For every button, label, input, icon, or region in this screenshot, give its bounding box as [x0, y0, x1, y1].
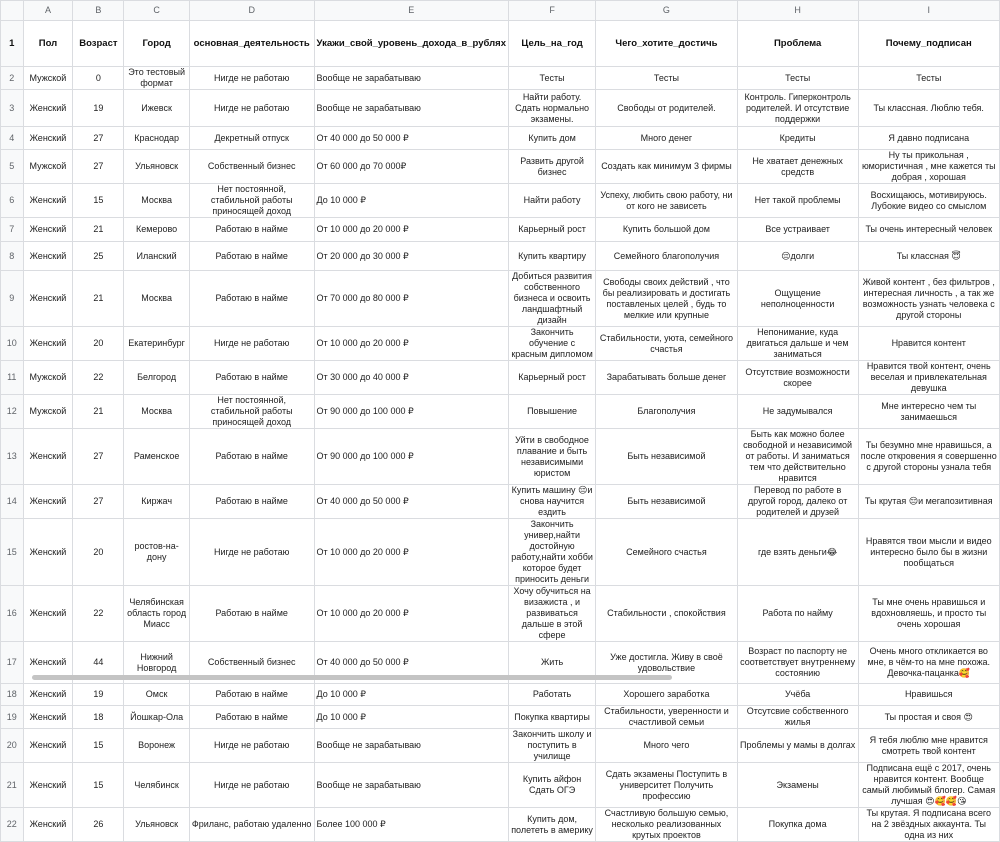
cell-i[interactable]: Нравишься — [858, 684, 1000, 706]
cell-c[interactable]: Раменское — [124, 429, 189, 485]
table-row — [1, 242, 1000, 271]
cell-i[interactable]: Нравится твой контент, очень веселая и привлекательная девушка — [858, 361, 1000, 395]
cell-a[interactable]: Мужской — [23, 361, 73, 395]
cell-a[interactable]: Женский — [23, 485, 73, 519]
cell-a[interactable]: Женский — [23, 242, 73, 271]
cell-i[interactable]: Я тебя люблю мне нравится смотреть твой контент — [858, 729, 1000, 763]
table-row — [1, 808, 1000, 842]
cell-b[interactable]: 26 — [73, 808, 124, 842]
table-row — [1, 90, 1000, 127]
header-data-row — [1, 21, 1000, 67]
cell-h[interactable]: Отсутствие возможности скорее — [737, 361, 858, 395]
cell-d[interactable]: Нигде не работаю — [189, 90, 314, 127]
column-header-g[interactable]: G — [596, 1, 738, 21]
row-number[interactable]: 21 — [1, 763, 24, 808]
cell-i[interactable]: Нравится контент — [858, 327, 1000, 361]
cell-b[interactable]: 27 — [73, 150, 124, 184]
cell-c[interactable]: Белгород — [124, 361, 189, 395]
cell-e[interactable]: От 90 000 до 100 000 ₽ — [314, 395, 509, 429]
cell-c[interactable]: Это тестовый формат — [124, 67, 189, 90]
cell-g[interactable]: Свободы от родителей. — [596, 90, 738, 127]
column-header-h[interactable]: H — [737, 1, 858, 21]
row-number[interactable]: 1 — [1, 21, 24, 67]
cell-a[interactable]: Женский — [23, 271, 73, 327]
cell-b[interactable]: Возраст — [73, 21, 124, 67]
cell-h[interactable]: Непонимание, куда двигаться дальше и чем заниматься — [737, 327, 858, 361]
cell-b[interactable]: 21 — [73, 395, 124, 429]
cell-g[interactable]: Быть независимой — [596, 429, 738, 485]
cell-g[interactable]: Быть независимой — [596, 485, 738, 519]
cell-e[interactable]: До 10 000 ₽ — [314, 706, 509, 729]
cell-a[interactable]: Женский — [23, 706, 73, 729]
cell-c[interactable]: Москва — [124, 184, 189, 218]
cell-f[interactable]: Купить квартиру — [509, 242, 596, 271]
cell-d[interactable]: Декретный отпуск — [189, 127, 314, 150]
table-row — [1, 586, 1000, 642]
cell-f[interactable]: Добиться развития собственного бизнеса и освоить ландшафтный дизайн — [509, 271, 596, 327]
row-number[interactable]: 10 — [1, 327, 24, 361]
cell-f[interactable]: Развить другой бизнес — [509, 150, 596, 184]
cell-h[interactable]: Все устраивает — [737, 218, 858, 242]
cell-h[interactable]: Быть как можно более свободной и независимой от работы. И заниматься тем что действительно нравится — [737, 429, 858, 485]
cell-d[interactable]: Собственный бизнес — [189, 150, 314, 184]
table-row — [1, 327, 1000, 361]
row-number[interactable]: 3 — [1, 90, 24, 127]
cell-g[interactable]: Тесты — [596, 67, 738, 90]
cell-e[interactable]: От 10 000 до 20 000 ₽ — [314, 218, 509, 242]
cell-g[interactable]: Зарабатывать больше денег — [596, 361, 738, 395]
cell-g[interactable]: Чего_хотите_достичь — [596, 21, 738, 67]
cell-d[interactable]: Фриланс, работаю удаленно — [189, 808, 314, 842]
cell-e[interactable]: От 70 000 до 80 000 ₽ — [314, 271, 509, 327]
cell-e[interactable]: От 40 000 до 50 000 ₽ — [314, 642, 509, 684]
row-number[interactable]: 22 — [1, 808, 24, 842]
cell-b[interactable]: 21 — [73, 271, 124, 327]
cell-h[interactable]: Экзамены — [737, 763, 858, 808]
cell-i[interactable]: Тесты — [858, 67, 1000, 90]
cell-f[interactable]: Покупка квартиры — [509, 706, 596, 729]
cell-e[interactable]: От 40 000 до 50 000 ₽ — [314, 485, 509, 519]
cell-b[interactable]: 19 — [73, 90, 124, 127]
cell-d[interactable]: Нигде не работаю — [189, 729, 314, 763]
cell-a[interactable]: Женский — [23, 808, 73, 842]
cell-f[interactable]: Закончить универ,найти достойную работу,найти хобби которое будет приносить деньги — [509, 519, 596, 586]
cell-h[interactable]: Проблемы у мамы в долгах — [737, 729, 858, 763]
cell-e[interactable]: Укажи_свой_уровень_дохода_в_рублях — [314, 21, 509, 67]
cell-i[interactable]: Ты безумно мне нравишься, а после откровения я совершенно с другой стороны узнала тебя — [858, 429, 1000, 485]
table-row — [1, 271, 1000, 327]
cell-e[interactable]: От 30 000 до 40 000 ₽ — [314, 361, 509, 395]
cell-d[interactable]: Работаю в найме — [189, 271, 314, 327]
cell-c[interactable]: Челябинск — [124, 763, 189, 808]
cell-i[interactable]: Живой контент , без фильтров , интересная личность , а так же возможность узнать человека с другой стороны — [858, 271, 1000, 327]
cell-h[interactable]: Учёба — [737, 684, 858, 706]
cell-c[interactable]: Краснодар — [124, 127, 189, 150]
cell-d[interactable]: Работаю в найме — [189, 429, 314, 485]
cell-c[interactable]: Ижевск — [124, 90, 189, 127]
column-header-f[interactable]: F — [509, 1, 596, 21]
cell-f[interactable]: Повышение — [509, 395, 596, 429]
row-number[interactable]: 15 — [1, 519, 24, 586]
cell-g[interactable]: Семейного благополучия — [596, 242, 738, 271]
cell-d[interactable]: Нет постоянной, стабильной работы приносящей доход — [189, 395, 314, 429]
cell-e[interactable]: От 10 000 до 20 000 ₽ — [314, 519, 509, 586]
cell-h[interactable]: Тесты — [737, 67, 858, 90]
cell-i[interactable]: Нравятся твои мысли и видео интересно было бы в жизни пообщаться — [858, 519, 1000, 586]
cell-h[interactable]: где взять деньги😂 — [737, 519, 858, 586]
cell-i[interactable]: Мне интересно чем ты занимаешься — [858, 395, 1000, 429]
cell-g[interactable]: Семейного счастья — [596, 519, 738, 586]
table-row — [1, 361, 1000, 395]
cell-a[interactable]: Мужской — [23, 395, 73, 429]
cell-i[interactable]: Подписана ещё с 2017, очень нравится контент. Вообще самый любимый блогер. Самая лучшая 😍🥰🥰😘 — [858, 763, 1000, 808]
cell-i[interactable]: Очень много откликается во мне, в чём-то на мне похожа. Девочка-пацанка🥰 — [858, 642, 1000, 684]
cell-b[interactable]: 25 — [73, 242, 124, 271]
cell-e[interactable]: От 20 000 до 30 000 ₽ — [314, 242, 509, 271]
cell-h[interactable]: Не хватает денежных средств — [737, 150, 858, 184]
cell-a[interactable]: Женский — [23, 763, 73, 808]
row-number[interactable]: 20 — [1, 729, 24, 763]
cell-d[interactable]: Нигде не работаю — [189, 67, 314, 90]
cell-i[interactable]: Ты крутая. Я подписана всего на 2 звёздных аккаунта. Ты одна из них — [858, 808, 1000, 842]
row-number[interactable]: 4 — [1, 127, 24, 150]
row-number[interactable]: 6 — [1, 184, 24, 218]
cell-c[interactable]: Москва — [124, 395, 189, 429]
cell-a[interactable]: Женский — [23, 184, 73, 218]
cell-a[interactable]: Женский — [23, 218, 73, 242]
column-header-i[interactable]: I — [858, 1, 1000, 21]
row-number[interactable]: 5 — [1, 150, 24, 184]
column-header-a[interactable]: A — [23, 1, 73, 21]
table-row — [1, 706, 1000, 729]
cell-g[interactable]: Уже достигла. Живу в своё удовольствие — [596, 642, 738, 684]
cell-c[interactable]: Москва — [124, 271, 189, 327]
cell-h[interactable]: Проблема — [737, 21, 858, 67]
cell-h[interactable]: Покупка дома — [737, 808, 858, 842]
table-row — [1, 684, 1000, 706]
cell-f[interactable]: Найти работу — [509, 184, 596, 218]
cell-b[interactable]: 22 — [73, 361, 124, 395]
cell-i[interactable]: Ты очень интересный человек — [858, 218, 1000, 242]
cell-h[interactable]: Ощущение неполноценности — [737, 271, 858, 327]
column-header-e[interactable]: E — [314, 1, 509, 21]
cell-f[interactable]: Хочу обучиться на визажиста , и развиваться дальше в этой сфере — [509, 586, 596, 642]
cell-b[interactable]: 19 — [73, 684, 124, 706]
cell-d[interactable]: основная_деятельность — [189, 21, 314, 67]
cell-g[interactable]: Стабильности , спокойствия — [596, 586, 738, 642]
cell-i[interactable]: Ты мне очень нравишься и вдохновляешь, и просто ты очень хорошая — [858, 586, 1000, 642]
cell-f[interactable]: Купить машину 😔и снова научится ездить — [509, 485, 596, 519]
cell-g[interactable]: Стабильности, уюта, семейного счастья — [596, 327, 738, 361]
cell-e[interactable]: Вообще не зарабатываю — [314, 763, 509, 808]
cell-d[interactable]: Собственный бизнес — [189, 642, 314, 684]
cell-i[interactable]: Ну ты прикольная , юмористичная , мне кажется ты добрая , хорошая — [858, 150, 1000, 184]
cell-d[interactable]: Нигде не работаю — [189, 763, 314, 808]
cell-d[interactable]: Работаю в найме — [189, 218, 314, 242]
cell-e[interactable]: От 90 000 до 100 000 ₽ — [314, 429, 509, 485]
cell-g[interactable]: Хорошего заработка — [596, 684, 738, 706]
cell-g[interactable]: Успеху, любить свою работу, ни от кого не зависеть — [596, 184, 738, 218]
cell-e[interactable]: От 60 000 до 70 000₽ — [314, 150, 509, 184]
table-row — [1, 218, 1000, 242]
cell-a[interactable]: Мужской — [23, 67, 73, 90]
cell-i[interactable]: Почему_подписан — [858, 21, 1000, 67]
table-row — [1, 67, 1000, 90]
cell-b[interactable]: 18 — [73, 706, 124, 729]
cell-i[interactable]: Ты простая и своя 😍 — [858, 706, 1000, 729]
cell-h[interactable]: 😔долги — [737, 242, 858, 271]
cell-g[interactable]: Купить большой дом — [596, 218, 738, 242]
cell-f[interactable]: Работать — [509, 684, 596, 706]
cell-g[interactable]: Свободы своих действий , что бы реализировать и достигать поставленых целей , будь то мелкие или крупные — [596, 271, 738, 327]
row-number[interactable]: 7 — [1, 218, 24, 242]
cell-b[interactable]: 20 — [73, 327, 124, 361]
cell-a[interactable]: Женский — [23, 429, 73, 485]
horizontal-scrollbar[interactable] — [32, 675, 672, 680]
cell-d[interactable]: Нигде не работаю — [189, 519, 314, 586]
cell-d[interactable]: Нигде не работаю — [189, 327, 314, 361]
cell-e[interactable]: Вообще не зарабатываю — [314, 67, 509, 90]
cell-i[interactable]: Восхищаюсь, мотивируюсь. Лубокие видео со смыслом — [858, 184, 1000, 218]
cell-i[interactable]: Ты классная 😇 — [858, 242, 1000, 271]
cell-g[interactable]: Сдать экзамены Поступить в университет Получить профессию — [596, 763, 738, 808]
cell-g[interactable]: Много денег — [596, 127, 738, 150]
cell-b[interactable]: 44 — [73, 642, 124, 684]
column-header-row — [1, 1, 1000, 21]
row-number[interactable]: 12 — [1, 395, 24, 429]
cell-f[interactable]: Купить айфон Сдать ОГЭ — [509, 763, 596, 808]
table-row — [1, 429, 1000, 485]
cell-g[interactable]: Благополучия — [596, 395, 738, 429]
row-number[interactable]: 17 — [1, 642, 24, 684]
cell-c[interactable]: Воронеж — [124, 729, 189, 763]
cell-b[interactable]: 27 — [73, 485, 124, 519]
table-row — [1, 395, 1000, 429]
cell-a[interactable]: Женский — [23, 127, 73, 150]
cell-a[interactable]: Женский — [23, 642, 73, 684]
cell-f[interactable]: Найти работу. Сдать нормально экзамены. — [509, 90, 596, 127]
sheet-body — [1, 21, 1000, 842]
table-row — [1, 485, 1000, 519]
cell-f[interactable]: Уйти в свободное плавание и быть независимыми юристом — [509, 429, 596, 485]
cell-f[interactable]: Купить дом — [509, 127, 596, 150]
table-row — [1, 729, 1000, 763]
cell-c[interactable]: Челябинская область город Миасс — [124, 586, 189, 642]
column-header-b[interactable]: B — [73, 1, 124, 21]
cell-c[interactable]: Омск — [124, 684, 189, 706]
column-header-c[interactable]: C — [124, 1, 189, 21]
cell-a[interactable]: Женский — [23, 519, 73, 586]
table-row — [1, 150, 1000, 184]
cell-c[interactable]: Иланский — [124, 242, 189, 271]
cell-e[interactable]: От 40 000 до 50 000 ₽ — [314, 127, 509, 150]
cell-a[interactable]: Мужской — [23, 150, 73, 184]
row-number[interactable]: 2 — [1, 67, 24, 90]
cell-d[interactable]: Работаю в найме — [189, 706, 314, 729]
cell-a[interactable]: Женский — [23, 586, 73, 642]
cell-b[interactable]: 15 — [73, 763, 124, 808]
cell-a[interactable]: Пол — [23, 21, 73, 67]
cell-d[interactable]: Работаю в найме — [189, 242, 314, 271]
cell-f[interactable]: Купить дом, полететь в америку — [509, 808, 596, 842]
cell-f[interactable]: Закончить обучение с красным дипломом — [509, 327, 596, 361]
cell-e[interactable]: Вообще не зарабатываю — [314, 729, 509, 763]
cell-d[interactable]: Работаю в найме — [189, 485, 314, 519]
cell-e[interactable]: До 10 000 ₽ — [314, 184, 509, 218]
cell-f[interactable]: Жить — [509, 642, 596, 684]
cell-e[interactable]: До 10 000 ₽ — [314, 684, 509, 706]
cell-c[interactable]: Ульяновск — [124, 150, 189, 184]
cell-d[interactable]: Нет постоянной, стабильной работы приносящей доход — [189, 184, 314, 218]
cell-g[interactable]: Создать как минимум 3 фирмы — [596, 150, 738, 184]
cell-e[interactable]: Вообще не зарабатываю — [314, 90, 509, 127]
cell-c[interactable]: ростов-на-дону — [124, 519, 189, 586]
cell-g[interactable]: Счастливую большую семью, несколько реализованных крутых проектов — [596, 808, 738, 842]
cell-f[interactable]: Тесты — [509, 67, 596, 90]
cell-h[interactable]: Возраст по паспорту не соответствует внутреннему состоянию — [737, 642, 858, 684]
table-row — [1, 763, 1000, 808]
cell-d[interactable]: Работаю в найме — [189, 361, 314, 395]
cell-b[interactable]: 15 — [73, 729, 124, 763]
cell-c[interactable]: Йошкар-Ола — [124, 706, 189, 729]
cell-i[interactable]: Ты классная. Люблю тебя. — [858, 90, 1000, 127]
cell-e[interactable]: Более 100 000 ₽ — [314, 808, 509, 842]
select-all-corner[interactable] — [1, 1, 24, 21]
cell-f[interactable]: Закончить школу и поступить в училище — [509, 729, 596, 763]
row-number[interactable]: 8 — [1, 242, 24, 271]
row-number[interactable]: 16 — [1, 586, 24, 642]
cell-d[interactable]: Работаю в найме — [189, 586, 314, 642]
cell-b[interactable]: 22 — [73, 586, 124, 642]
row-number[interactable]: 9 — [1, 271, 24, 327]
cell-b[interactable]: 27 — [73, 127, 124, 150]
cell-h[interactable]: Нет такой проблемы — [737, 184, 858, 218]
cell-d[interactable]: Работаю в найме — [189, 684, 314, 706]
cell-c[interactable]: Екатеринбург — [124, 327, 189, 361]
cell-b[interactable]: 27 — [73, 429, 124, 485]
table-row — [1, 184, 1000, 218]
row-number[interactable]: 13 — [1, 429, 24, 485]
cell-f[interactable]: Карьерный рост — [509, 361, 596, 395]
cell-h[interactable]: Кредиты — [737, 127, 858, 150]
row-number[interactable]: 19 — [1, 706, 24, 729]
cell-b[interactable]: 21 — [73, 218, 124, 242]
cell-c[interactable]: Кемерово — [124, 218, 189, 242]
cell-g[interactable]: Стабильности, уверенности и счастливой семьи — [596, 706, 738, 729]
cell-i[interactable]: Я давно подписана — [858, 127, 1000, 150]
row-number[interactable]: 11 — [1, 361, 24, 395]
cell-a[interactable]: Женский — [23, 729, 73, 763]
cell-h[interactable]: Не задумывался — [737, 395, 858, 429]
cell-c[interactable]: Ульяновск — [124, 808, 189, 842]
column-header-d[interactable]: D — [189, 1, 314, 21]
table-row — [1, 519, 1000, 586]
cell-h[interactable]: Работа по найму — [737, 586, 858, 642]
cell-a[interactable]: Женский — [23, 90, 73, 127]
cell-c[interactable]: Нижний Новгород — [124, 642, 189, 684]
cell-c[interactable]: Город — [124, 21, 189, 67]
cell-b[interactable]: 15 — [73, 184, 124, 218]
cell-e[interactable]: От 10 000 до 20 000 ₽ — [314, 327, 509, 361]
cell-b[interactable]: 0 — [73, 67, 124, 90]
cell-f[interactable]: Карьерный рост — [509, 218, 596, 242]
cell-c[interactable]: Киржач — [124, 485, 189, 519]
cell-i[interactable]: Ты крутая 😔и мегапозитивная — [858, 485, 1000, 519]
row-number[interactable]: 18 — [1, 684, 24, 706]
cell-f[interactable]: Цель_на_год — [509, 21, 596, 67]
cell-a[interactable]: Женский — [23, 684, 73, 706]
table-row — [1, 127, 1000, 150]
cell-a[interactable]: Женский — [23, 327, 73, 361]
cell-g[interactable]: Много чего — [596, 729, 738, 763]
cell-h[interactable]: Контроль. Гиперконтроль родителей. И отсутствие поддержки — [737, 90, 858, 127]
cell-b[interactable]: 20 — [73, 519, 124, 586]
cell-h[interactable]: Отсутсвие собственного жилья — [737, 706, 858, 729]
cell-h[interactable]: Перевод по работе в другой город, далеко от родителей и друзей — [737, 485, 858, 519]
row-number[interactable]: 14 — [1, 485, 24, 519]
cell-e[interactable]: От 10 000 до 20 000 ₽ — [314, 586, 509, 642]
